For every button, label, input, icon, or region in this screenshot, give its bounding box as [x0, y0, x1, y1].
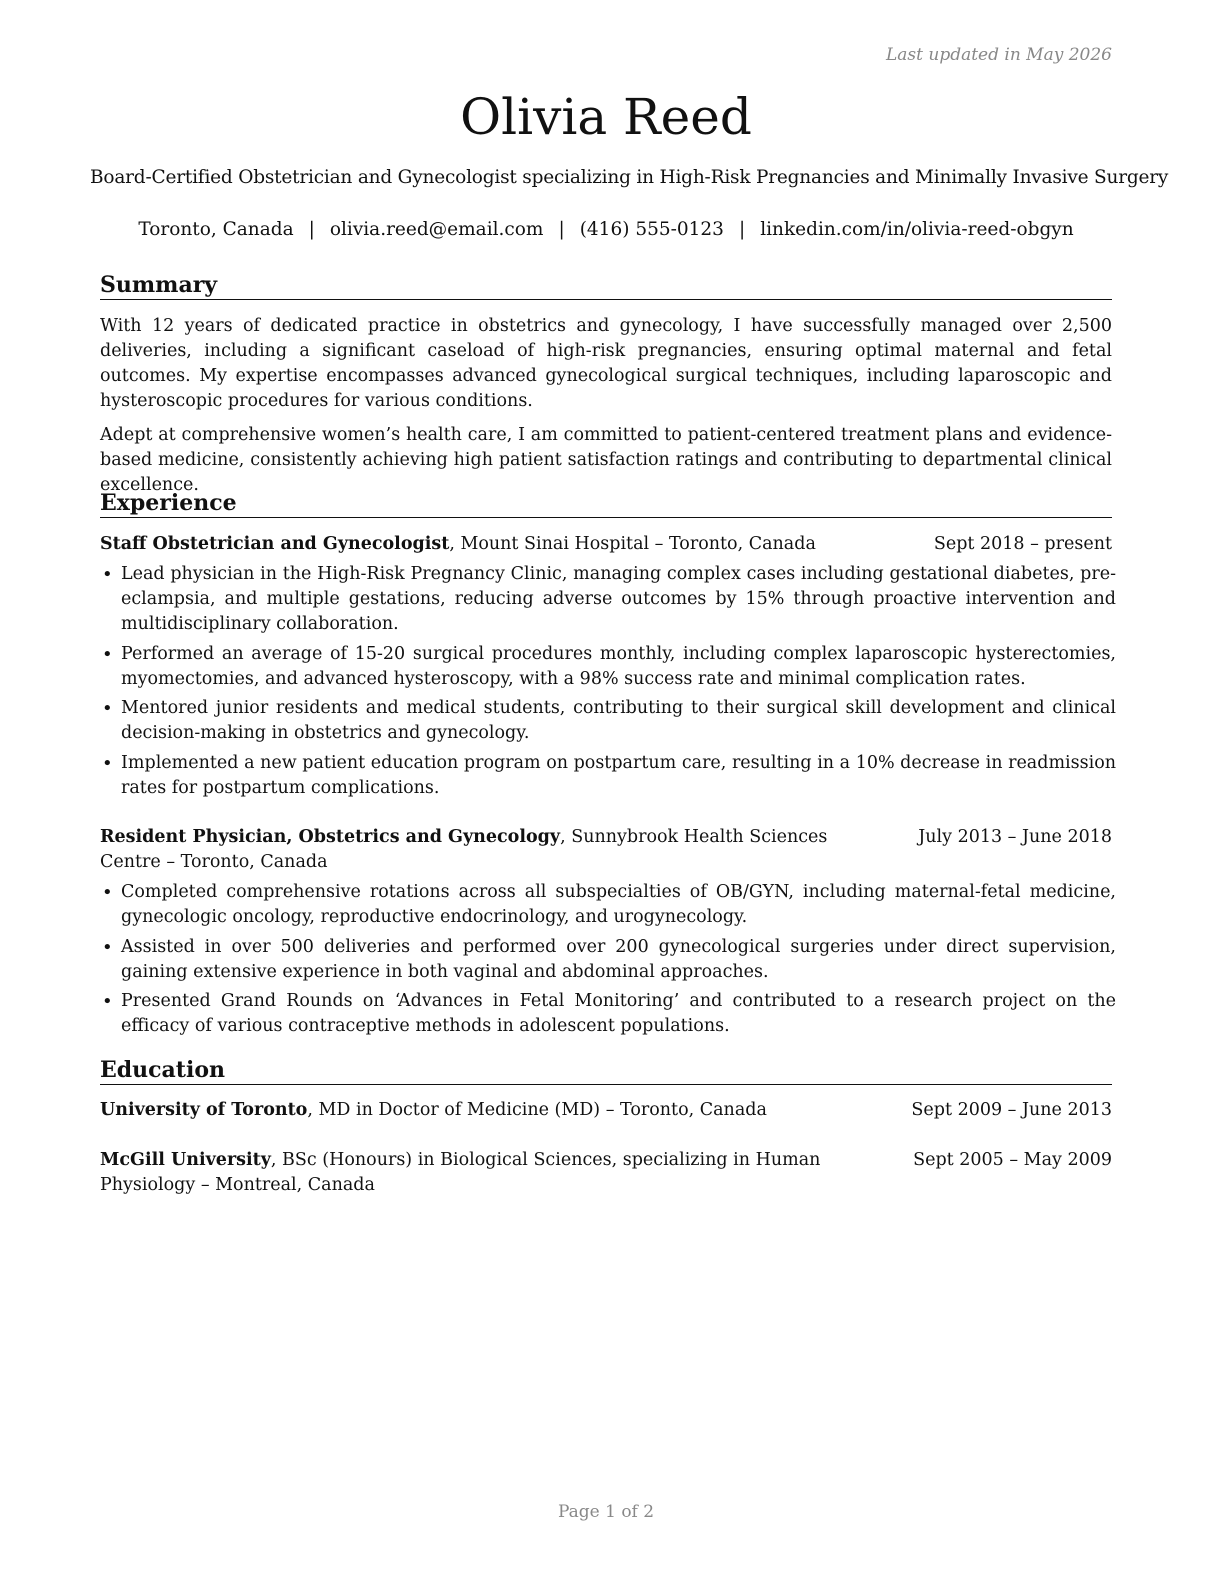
- last-updated-note: Last updated in May 2026: [885, 45, 1112, 65]
- experience-bullet: • Performed an average of 15-20 surgical procedures monthly, including complex laparoscopic hysterectomies, myomectomies, and advanced hysteroscopy, with a 98% success rate and minimal complication rates.: [100, 642, 1116, 692]
- contact-phone: (416) 555-0123: [579, 219, 724, 240]
- summary-paragraph-2: Adept at comprehensive women’s health care, I am committed to patient-centered treatment plans and evidence-based medicine, consistently achieving high patient satisfaction ratings and contributing to departmental clinical excellence.: [100, 425, 1112, 495]
- degree-detail: , MD in Doctor of Medicine (MD) – Toronto, Canada: [307, 1100, 767, 1120]
- experience-bullet-list: [100, 562, 1116, 805]
- experience-bullet: • Presented Grand Rounds on ‘Advances in Fetal Monitoring’ and contributed to a research project on the efficacy of various contraceptive methods in adolescent populations.: [100, 989, 1116, 1039]
- experience-bullet: • Implemented a new patient education program on postpartum care, resulting in a 10% decrease in readmission rates for postpartum complications.: [100, 751, 1116, 801]
- experience-bullet: • Completed comprehensive rotations across all subspecialties of OB/GYN, including maternal-fetal medicine, gynecologic oncology, reproductive endocrinology, and urogynecology.: [100, 880, 1116, 930]
- experience-entry-header: [100, 532, 1112, 557]
- page-number: Page 1 of 2: [557, 1502, 655, 1522]
- candidate-name: Olivia Reed: [460, 88, 752, 146]
- contact-line: [100, 219, 1112, 240]
- contact-separator: |: [308, 219, 315, 240]
- experience-bullet: • Mentored junior residents and medical students, contributing to their surgical skill development and clinical decision-making in obstetrics and gynecology.: [100, 696, 1116, 746]
- education-dates: Sept 2005 – May 2009: [913, 1150, 1112, 1170]
- education-dates: Sept 2009 – June 2013: [911, 1100, 1112, 1120]
- summary-heading: Summary: [100, 271, 1112, 300]
- job-organization: , Mount Sinai Hospital – Toronto, Canada: [449, 534, 816, 554]
- education-heading: Education: [100, 1056, 1112, 1085]
- education-entry-header: [100, 1148, 1112, 1198]
- experience-bullet: • Assisted in over 500 deliveries and performed over 200 gynecological surgeries under direct supervision, gaining extensive experience in both vaginal and abdominal approaches.: [100, 935, 1116, 985]
- contact-email[interactable]: olivia.reed@email.com: [329, 219, 544, 240]
- contact-location: Toronto, Canada: [138, 219, 294, 240]
- headline: Board-Certified Obstetrician and Gynecologist specializing in High-Risk Pregnancies and Minimally Invasive Surgery: [90, 167, 1169, 188]
- school-name: McGill University: [100, 1150, 271, 1170]
- experience-bullet-list: [100, 880, 1116, 1044]
- contact-linkedin[interactable]: linkedin.com/in/olivia-reed-obgyn: [760, 219, 1074, 240]
- resume-page: [90, 0, 1169, 1584]
- job-dates: Sept 2018 – present: [933, 534, 1112, 554]
- job-organization: , Sunnybrook Health Sciences Centre – Toronto, Canada: [100, 827, 828, 872]
- experience-bullet: • Lead physician in the High-Risk Pregnancy Clinic, managing complex cases including gestational diabetes, pre-eclampsia, and multiple gestations, reducing adverse outcomes by 15% through proactive intervention and multidisciplinary collaboration.: [100, 562, 1116, 637]
- degree-detail: , BSc (Honours) in Biological Sciences, specializing in Human Physiology – Montreal, Canada: [100, 1150, 821, 1195]
- school-name: University of Toronto: [100, 1100, 308, 1120]
- contact-separator: |: [558, 219, 565, 240]
- education-entry-header: [100, 1098, 1112, 1123]
- job-role: Resident Physician, Obstetrics and Gynecology: [100, 827, 561, 847]
- experience-entry-header: [100, 825, 1112, 875]
- summary-paragraph-1: With 12 years of dedicated practice in obstetrics and gynecology, I have successfully managed over 2,500 deliveries, including a significant caseload of high-risk pregnancies, ensuring optimal maternal and fetal outcomes. My expertise encompasses advanced gynecological surgical techniques, including laparoscopic and hysteroscopic procedures for various conditions.: [100, 316, 1112, 411]
- job-dates: July 2013 – June 2018: [918, 827, 1112, 847]
- contact-separator: |: [738, 219, 746, 240]
- job-role: Staff Obstetrician and Gynecologist: [100, 534, 450, 554]
- experience-heading: Experience: [100, 489, 1112, 518]
